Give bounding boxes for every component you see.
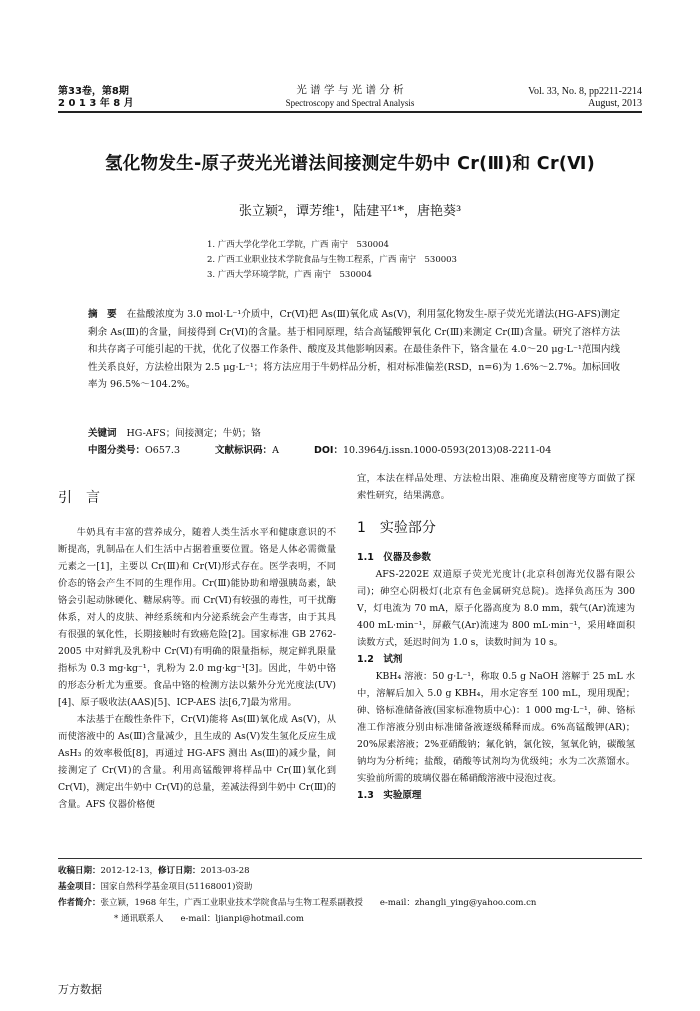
section-1-2-heading: 1.2 试剂 (357, 654, 403, 665)
section-1-2-text: KBH₄ 溶液：50 g·L⁻¹，称取 0.5 g NaOH 溶解于 25 mL 水中，溶解后加入 5.0 g KBH₄，用水定容至 100 mL，现用现配；砷、铬标准储备液(国家标准物质中心)：1 000 mg·L⁻¹，砷、铬标准工作溶液分别由标准储备液逐级稀释而成。6%高锰酸钾(AR)；20%尿素溶液；2%亚硝酸钠；氟化钠，氯化铵，氢氧化钠，碳酸氢钠均为分析纯；盐酸，硝酸等试剂均为优级纯；水为二次蒸馏水。实验前所需的玻璃仪器在稀硝酸溶液中浸泡过夜。 (357, 671, 635, 784)
intro-heading: 引 言 (58, 490, 100, 506)
classification-line (88, 442, 628, 459)
affiliations (207, 238, 457, 283)
doc-code-label: 文献标识码： (215, 445, 273, 456)
fund-text: 国家自然科学基金项目(51168001)资助 (100, 882, 253, 892)
issue-date: 2 0 1 3 年 8 月 (58, 98, 134, 109)
corresponding-author: * 通讯联系人 e-mail：ljianpi@hotmail.com (114, 914, 304, 924)
received-date: 2012-12-13， (100, 866, 159, 876)
author-bio-label: 作者简介： (58, 898, 101, 908)
doi-value: 10.3964/j.issn.1000-0593(2013)08-2211-04 (342, 445, 552, 456)
abstract-text: 在盐酸浓度为 3.0 mol·L⁻¹介质中，Cr(Ⅵ)把 As(Ⅲ)氧化成 As(Ⅴ)，利用氢化物发生-原子荧光光谱法(HG-AFS)测定剩余 As(Ⅲ)的含量，间接得到 Cr(Ⅵ)的含量。基于相同原理，结合高锰酸钾氧化 Cr(Ⅲ)来测定 Cr(Ⅲ)含量。研究了溶样方法和共存离子可能引起的干扰，优化了仪器工作条件、酸度及其他影响因素。在最佳条件下，铬含量在 4.0～20 μg·L⁻¹范围内线性关系良好，方法检出限为 2.5 μg·L⁻¹；将方法应用于牛奶样品分析，相对标准偏差(RSD，n=6)为 1.6%～2.7%。加标回收率为 96.5%～104.2%。 (88, 309, 620, 390)
clc-code: O657.3 (145, 445, 181, 456)
section-1-3-heading: 1.3 实验原理 (357, 790, 422, 801)
section-1-1-text: AFS-2202E 双道原子荧光光度计(北京科创海光仪器有限公司)；砷空心阴极灯(北京有色金属研究总院)。选择负高压为 300 V，灯电流为 70 mA，原子化器高度为 8.0 mm，载气(Ar)流速为 400 mL·min⁻¹，屏蔽气(Ar)流速为 800 mL·min⁻¹，采用峰面积读数方式，延迟时间为 1.0 s，读数时间为 10 s。 (357, 569, 635, 648)
clc-label: 中图分类号： (88, 445, 146, 456)
abstract-label: 摘 要 (88, 309, 117, 320)
paper-title: 氢化物发生-原子荧光光谱法间接测定牛奶中 Cr(Ⅲ)和 Cr(Ⅵ) (104, 154, 596, 174)
keywords-text: HG-AFS；间接测定；牛奶；铬 (126, 428, 261, 439)
section-1-1-heading: 1.1 仪器及参数 (357, 552, 431, 563)
author-bio: 张立颖，1968 年生，广西工业职业技术学院食品与生物工程系副教授 e-mail：zhangli_ying@yahoo.com.cn (100, 898, 537, 908)
intro-continued: 宜，本法在样品处理、方法检出限、准确度及精密度等方面做了探索性研究，结果满意。 (357, 473, 635, 501)
keywords-label: 关键词 (88, 428, 117, 439)
journal-pages-info (528, 86, 642, 110)
affiliation-3: 3. 广西大学环境学院，广西 南宁 530004 (207, 270, 372, 280)
affiliation-2: 2. 广西工业职业技术学院食品与生物工程系，广西 南宁 530003 (207, 255, 457, 265)
wanfang-watermark: 万方数据 (58, 983, 102, 996)
keywords (88, 425, 261, 442)
abstract (88, 306, 620, 394)
doi-label: DOI： (313, 445, 343, 456)
affiliation-1: 1. 广西大学化学化工学院，广西 南宁 530004 (207, 240, 389, 250)
intro-paragraph-1: 牛奶具有丰富的营养成分，随着人类生活水平和健康意识的不断提高，乳制品在人们生活中占据着重要位置。铬是人体必需微量元素之一[1]，主要以 Cr(Ⅲ)和 Cr(Ⅵ)形式存在。医学表明，不同价态的铬会产生不同的生理作用。Cr(Ⅲ)能协助和增强胰岛素，缺铬会引起动脉硬化、糖尿病等。而 Cr(Ⅵ)有较强的毒性，可干扰酶体系，对人的皮肤、神经系统和内分泌系统会产生毒害，由于其具有很强的氧化性，长期接触时有致癌危险[2]。国家标准 GB 2762-2005 中对鲜乳及乳粉中 Cr(Ⅵ)有明确的限量指标，规定鲜乳限量指标为 0.3 mg·kg⁻¹，乳粉为 2.0 mg·kg⁻¹[3]。因此，牛奶中铬的形态分析尤为重要。食品中铬的检测方法以紫外分光光度法(UV)[4]、原子吸收法(AAS)[5]、ICP-AES 法[6,7]最为常用。 (58, 527, 336, 708)
section-1-heading: 1 实验部分 (357, 520, 436, 536)
header-rule (58, 111, 642, 113)
intro-body (58, 524, 336, 813)
date-en: August, 2013 (588, 98, 642, 109)
footnote-rule (58, 858, 642, 859)
volume-pages-en: Vol. 33, No. 8, pp2211-2214 (528, 86, 642, 97)
journal-name-cn: 光 谱 学 与 光 谱 分 析 (296, 84, 404, 96)
intro-paragraph-2: 本法基于在酸性条件下，Cr(Ⅵ)能将 As(Ⅲ)氧化成 As(Ⅴ)，从而使溶液中的 As(Ⅲ)含量减少，且生成的 As(Ⅴ)发生氢化反应生成 AsH₃ 的效率极低[8]，再通过 HG-AFS 测出 As(Ⅲ)的减少量，间接测定了 Cr(Ⅵ)的含量。利用高锰酸钾将样品中 Cr(Ⅲ)氧化到 Cr(Ⅵ)，测定出牛奶中 Cr(Ⅵ)的总量，差减法得到牛奶中 Cr(Ⅲ)的含量。AFS 仪器价格便 (58, 714, 336, 810)
revised-date: 2013-03-28 (200, 866, 250, 876)
received-label: 收稿日期： (58, 866, 101, 876)
author-list: 张立颖²，谭芳维¹，陆建平¹*，唐艳葵³ (238, 204, 462, 219)
footnotes (58, 863, 642, 927)
journal-name-en: Spectroscopy and Spectral Analysis (285, 98, 415, 108)
revised-label: 修订日期： (158, 866, 201, 876)
doc-code: A (272, 445, 279, 456)
fund-label: 基金项目： (58, 882, 101, 892)
right-column (357, 470, 635, 804)
volume-issue: 第33卷，第8期 (58, 86, 129, 97)
